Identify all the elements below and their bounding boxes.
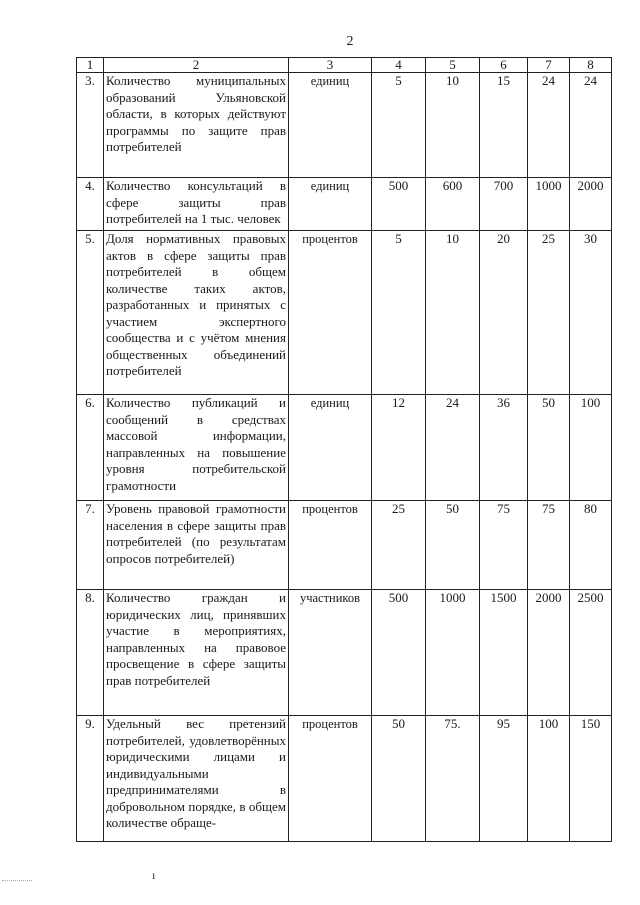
value-cell: 100 (570, 395, 612, 501)
value-cell: 30 (570, 231, 612, 395)
column-header: 5 (426, 58, 480, 73)
page-number: 2 (346, 34, 354, 49)
column-header: 7 (528, 58, 570, 73)
row-number: 3. (77, 73, 104, 178)
row-number: 8. (77, 590, 104, 716)
value-cell: 15 (480, 73, 528, 178)
value-cell: 500 (372, 590, 426, 716)
row-number: 7. (77, 501, 104, 590)
unit: единиц (289, 395, 372, 501)
value-cell: 700 (480, 178, 528, 231)
column-header: 2 (104, 58, 289, 73)
value-cell: 25 (372, 501, 426, 590)
value-cell: 1500 (480, 590, 528, 716)
value-cell: 500 (372, 178, 426, 231)
value-cell: 12 (372, 395, 426, 501)
unit: единиц (289, 178, 372, 231)
value-cell: 24 (426, 395, 480, 501)
column-header: 6 (480, 58, 528, 73)
row-number: 4. (77, 178, 104, 231)
value-cell: 24 (570, 73, 612, 178)
value-cell: 50 (426, 501, 480, 590)
row-number: 5. (77, 231, 104, 395)
row-number: 6. (77, 395, 104, 501)
value-cell: 150 (570, 716, 612, 842)
table-row (77, 178, 612, 231)
indicator-name: Количество публикаций и сообщений в средствах массовой информации, направленных на повышение уровня потребительской грамотности (104, 395, 289, 501)
value-cell: 75. (426, 716, 480, 842)
unit: процентов (289, 501, 372, 590)
column-header: 1 (77, 58, 104, 73)
value-cell: 5 (372, 231, 426, 395)
table-row (77, 231, 612, 395)
value-cell: 2500 (570, 590, 612, 716)
table-row (77, 73, 612, 178)
unit: процентов (289, 231, 372, 395)
value-cell: 600 (426, 178, 480, 231)
value-cell: 36 (480, 395, 528, 501)
value-cell: 24 (528, 73, 570, 178)
value-cell: 5 (372, 73, 426, 178)
value-cell: 20 (480, 231, 528, 395)
table-row (77, 395, 612, 501)
value-cell: 100 (528, 716, 570, 842)
value-cell: 95 (480, 716, 528, 842)
indicator-name: Количество граждан и юридических лиц, принявших участие в мероприятиях, направленных на правовое просвещение в сфере защиты прав потребителей (104, 590, 289, 716)
value-cell: 50 (528, 395, 570, 501)
table-header-row (77, 58, 612, 73)
unit: участников (289, 590, 372, 716)
row-number: 9. (77, 716, 104, 842)
table-row (77, 501, 612, 590)
indicator-name: Количество консультаций в сфере защиты прав потребителей на 1 тыс. человек (104, 178, 289, 231)
value-cell: 2000 (570, 178, 612, 231)
indicator-name: Доля нормативных правовых актов в сфере защиты прав потребителей в общем количестве таких актов, разработанных и принятых с участием экспертного сообщества и с учётом мнения общественных объединений потребителей (104, 231, 289, 395)
value-cell: 10 (426, 231, 480, 395)
indicators-table (76, 57, 612, 842)
unit: единиц (289, 73, 372, 178)
value-cell: 1000 (528, 178, 570, 231)
value-cell: 2000 (528, 590, 570, 716)
value-cell: 80 (570, 501, 612, 590)
value-cell: 1000 (426, 590, 480, 716)
unit: процентов (289, 716, 372, 842)
column-header: 8 (570, 58, 612, 73)
indicator-name: Уровень правовой грамотности населения в сфере защиты прав потребителей (по результатам опросов потребителей) (104, 501, 289, 590)
value-cell: 25 (528, 231, 570, 395)
value-cell: 75 (528, 501, 570, 590)
table-row (77, 716, 612, 842)
indicator-name: Удельный вес претензий потребителей, удовлетворённых юридическими лицами и индивидуальными предпринимателями в добровольном порядке, в общем количестве обраще- (104, 716, 289, 842)
footer-mark: ı (152, 868, 156, 882)
table-row (77, 590, 612, 716)
indicator-name: Количество муниципальных образований Ульяновской области, в которых действуют программы по защите прав потребителей (104, 73, 289, 178)
value-cell: 75 (480, 501, 528, 590)
column-header: 3 (289, 58, 372, 73)
column-header: 4 (372, 58, 426, 73)
scan-edge-marks (2, 880, 32, 881)
value-cell: 50 (372, 716, 426, 842)
value-cell: 10 (426, 73, 480, 178)
